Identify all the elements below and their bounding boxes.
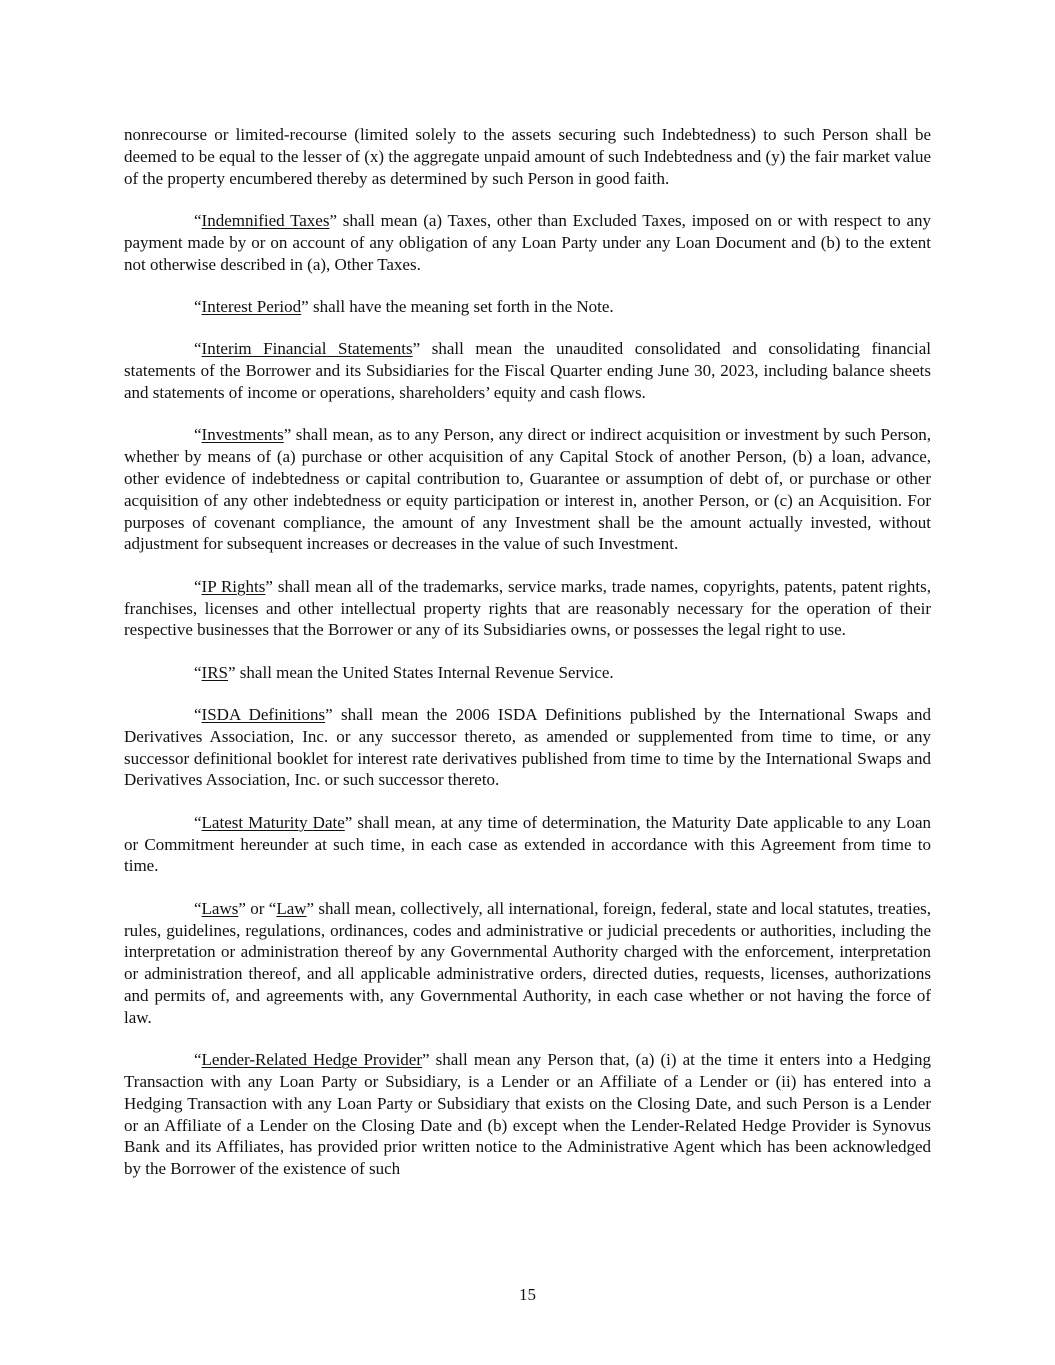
paragraph-text: “ (194, 898, 202, 918)
paragraph-text: “ (194, 812, 202, 832)
defined-term: Laws (201, 898, 239, 918)
paragraph-text: “ (194, 705, 202, 725)
paragraph-text: “ (194, 210, 202, 230)
paragraph-text: “ (194, 425, 202, 445)
paragraph-text: “ (194, 662, 202, 682)
defined-term: IP Rights (201, 576, 266, 596)
definition-paragraph (124, 1049, 931, 1180)
definition-paragraph (124, 296, 931, 318)
page-number: 15 (519, 1285, 536, 1304)
paragraph-text: ” shall mean, as to any Person, any direct or indirect acquisition or investment by such Person, whether by means of (a) purchase or other acquisition of any Capital Stock of another Person, (b) a loan, advance, other evidence of indebtedness or capital contribution to, Guarantee or assumption of debt of, or purchase or other acquisition of any other indebtedness or equity participation or interest in, another Person, or (c) an Acquisition. For purposes of covenant compliance, the amount of any Investment shall be the amount actually invested, without adjustment for subsequent increases or decreases in the value of such Investment. (124, 425, 931, 554)
defined-term: IRS (201, 662, 229, 682)
paragraph-text: ” shall mean (a) Taxes, other than Excluded Taxes, imposed on or with respect to any payment made by or on account of any obligation of any Loan Party under any Loan Document and (b) to the extent not otherwise described in (a), Other Taxes. (124, 210, 931, 274)
paragraph-text: “ (194, 576, 202, 596)
definition-paragraph (124, 704, 931, 791)
defined-term: Law (276, 898, 307, 918)
paragraph-text: ” shall mean the 2006 ISDA Definitions published by the International Swaps and Derivatives Association, Inc. or any successor thereto, as amended or supplemented from time to time, or any successor definitional booklet for interest rate derivatives published from time to time by the International Swaps and Derivatives Association, Inc. or such successor thereto. (124, 705, 931, 790)
paragraph-text: ” shall mean any Person that, (a) (i) at the time it enters into a Hedging Transaction with any Loan Party or Subsidiary, is a Lender or an Affiliate of a Lender or (ii) has entered into a Hedging Transaction with any Loan Party or Subsidiary that exists on the Closing Date, and such Person is a Lender or an Affiliate of a Lender on the Closing Date and (b) except when the Lender-Related Hedge Provider is Synovus Bank and its Affiliates, has provided prior written notice to the Administrative Agent which has been acknowledged by the Borrower of the existence of such (124, 1050, 931, 1179)
paragraph-text: ” or “ (238, 898, 277, 918)
paragraph-text: ” shall mean, at any time of determination, the Maturity Date applicable to any Loan or Commitment hereunder at such time, in each case as extended in accordance with this Agreement from time to time. (124, 812, 931, 876)
defined-term: ISDA Definitions (201, 705, 326, 725)
definition-paragraph (124, 898, 931, 1029)
paragraph-text: nonrecourse or limited-recourse (limited solely to the assets securing such Indebtedness) to such Person shall be deemed to be equal to the lesser of (x) the aggregate unpaid amount of such Indebtedness and (y) the fair market value of the property encumbered thereby as determined by such Person in good faith. (124, 125, 931, 188)
definition-paragraph (124, 662, 931, 684)
defined-term: Interim Financial Statements (201, 339, 413, 359)
definition-paragraph (124, 424, 931, 555)
definition-paragraph (124, 338, 931, 403)
defined-term: Latest Maturity Date (201, 812, 345, 832)
document-body (124, 124, 931, 1201)
definition-paragraph (124, 812, 931, 877)
paragraph-text: ” shall mean the unaudited consolidated and consolidating financial statements of the Borrower and its Subsidiaries for the Fiscal Quarter ending June 30, 2023, including balance sheets and statements of income or operations, shareholders’ equity and cash flows. (124, 339, 931, 402)
paragraph-text: ” shall mean the United States Internal Revenue Service. (228, 662, 614, 682)
definition-paragraph (124, 210, 931, 275)
paragraph-text: ” shall have the meaning set forth in the Note. (301, 296, 614, 316)
paragraph-text: “ (194, 339, 202, 359)
paragraph-text: ” shall mean, collectively, all international, foreign, federal, state and local statutes, treaties, rules, guidelines, regulations, ordinances, codes and administrative or judicial precedents or authorities, including the interpretation or administration thereof by any Governmental Authority charged with the enforcement, interpretation or administration thereof, and all applicable administrative orders, directed duties, requests, licenses, authorizations and permits of, and agreements with, any Governmental Authority, in each case whether or not having the force of law. (124, 898, 931, 1027)
definition-paragraph (124, 124, 931, 189)
paragraph-text: “ (194, 296, 202, 316)
paragraph-text: “ (194, 1050, 202, 1070)
defined-term: Interest Period (201, 296, 302, 316)
defined-term: Investments (201, 425, 284, 445)
defined-term: Indemnified Taxes (201, 210, 330, 230)
defined-term: Lender-Related Hedge Provider (201, 1050, 423, 1070)
definition-paragraph (124, 576, 931, 641)
paragraph-text: ” shall mean all of the trademarks, service marks, trade names, copyrights, patents, patent rights, franchises, licenses and other intellectual property rights that are reasonably necessary for the operation of their respective businesses that the Borrower or any of its Subsidiaries owns, or possesses the legal right to use. (124, 576, 931, 640)
